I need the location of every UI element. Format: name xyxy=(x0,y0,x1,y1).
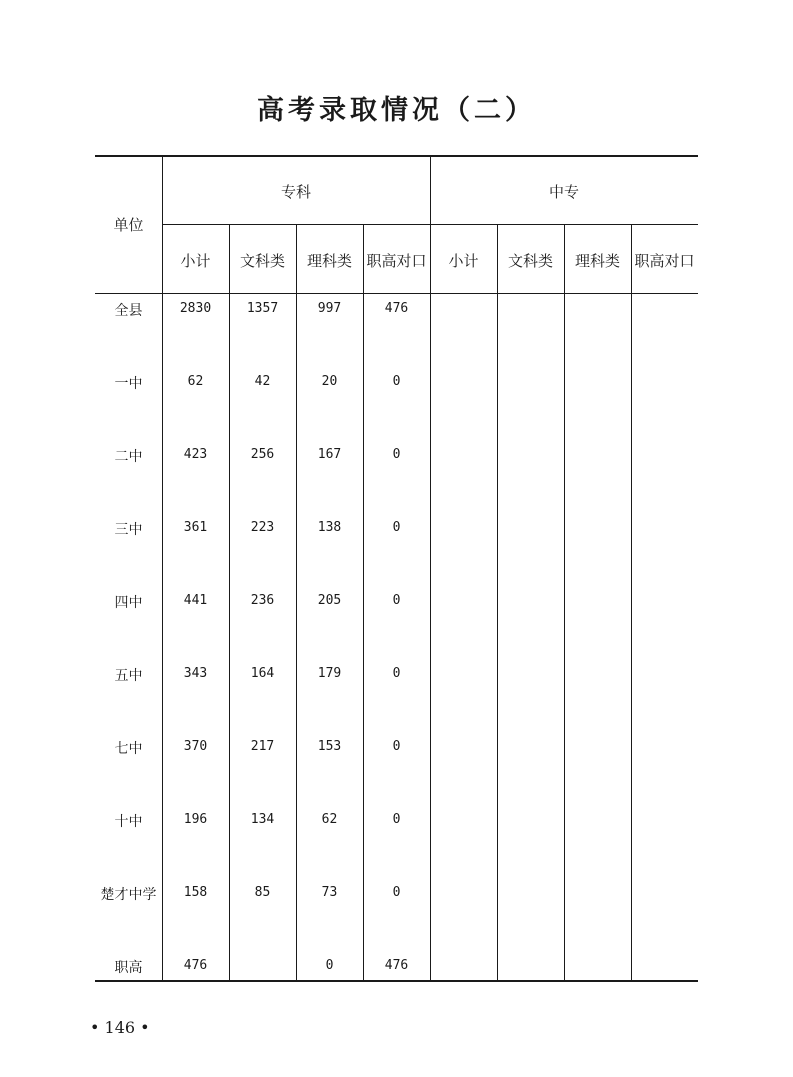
table-cell: 62 xyxy=(187,374,204,389)
table-cell: 476 xyxy=(384,958,409,973)
sub-column-header: 小计 xyxy=(448,252,479,270)
unit-column-header: 单位 xyxy=(113,216,144,234)
sub-column-header: 文科类 xyxy=(507,252,553,270)
table-cell: 167 xyxy=(317,447,342,462)
table-cell: 476 xyxy=(183,958,208,973)
table-cell: 42 xyxy=(254,374,271,389)
column-divider xyxy=(564,224,565,981)
table-cell: 0 xyxy=(392,520,401,535)
row-unit-label: 职高 xyxy=(114,960,143,976)
table-cell: 0 xyxy=(392,374,401,389)
unit-column-divider xyxy=(162,156,163,981)
table-cell: 153 xyxy=(317,739,342,754)
table-cell: 441 xyxy=(183,593,208,608)
table-cell: 0 xyxy=(392,593,401,608)
table-cell: 158 xyxy=(183,885,208,900)
table-cell: 20 xyxy=(321,374,338,389)
row-unit-label: 全县 xyxy=(114,303,143,319)
table-cell: 62 xyxy=(321,812,338,827)
table-cell: 2830 xyxy=(179,301,212,316)
row-unit-label: 七中 xyxy=(114,741,143,757)
table-cell: 370 xyxy=(183,739,208,754)
table-cell: 256 xyxy=(250,447,275,462)
table-top-rule xyxy=(95,155,698,157)
row-unit-label: 五中 xyxy=(114,668,143,684)
sub-column-header: 理科类 xyxy=(574,252,620,270)
header-bottom-rule xyxy=(95,293,698,294)
table-cell: 217 xyxy=(250,739,275,754)
table-cell: 0 xyxy=(392,739,401,754)
table-cell: 0 xyxy=(392,666,401,681)
table-cell: 164 xyxy=(250,666,275,681)
sub-column-header: 理科类 xyxy=(306,252,352,270)
table-cell: 997 xyxy=(317,301,342,316)
table-cell: 1357 xyxy=(246,301,279,316)
page-title: 高考录取情况（二） xyxy=(257,95,536,126)
table-cell: 476 xyxy=(384,301,409,316)
table-cell: 134 xyxy=(250,812,275,827)
column-divider xyxy=(631,224,632,981)
page-number: • 146 • xyxy=(90,1018,150,1037)
group-header-zhongzhuan: 中专 xyxy=(548,183,579,201)
table-cell: 423 xyxy=(183,447,208,462)
column-divider xyxy=(497,224,498,981)
table-cell: 236 xyxy=(250,593,275,608)
table-cell: 0 xyxy=(392,812,401,827)
table-cell: 361 xyxy=(183,520,208,535)
row-unit-label: 三中 xyxy=(114,522,143,538)
table-cell: 0 xyxy=(392,885,401,900)
group-divider xyxy=(430,156,431,981)
table-bottom-rule xyxy=(95,980,698,982)
row-unit-label: 楚才中学 xyxy=(100,887,157,903)
table-cell: 343 xyxy=(183,666,208,681)
sub-column-header: 职高对口 xyxy=(634,252,695,270)
table-cell: 0 xyxy=(325,958,334,973)
table-cell: 138 xyxy=(317,520,342,535)
table-cell: 223 xyxy=(250,520,275,535)
row-unit-label: 一中 xyxy=(114,376,143,392)
sub-column-header: 小计 xyxy=(180,252,211,270)
table-cell: 85 xyxy=(254,885,271,900)
sub-column-header: 职高对口 xyxy=(366,252,427,270)
sub-column-header: 文科类 xyxy=(239,252,285,270)
row-unit-label: 二中 xyxy=(114,449,143,465)
table-cell: 179 xyxy=(317,666,342,681)
group-header-zhuanke: 专科 xyxy=(280,183,311,201)
table-cell: 196 xyxy=(183,812,208,827)
row-unit-label: 十中 xyxy=(114,814,143,830)
table-cell: 0 xyxy=(392,447,401,462)
row-unit-label: 四中 xyxy=(114,595,143,611)
table-cell: 205 xyxy=(317,593,342,608)
table-cell: 73 xyxy=(321,885,338,900)
